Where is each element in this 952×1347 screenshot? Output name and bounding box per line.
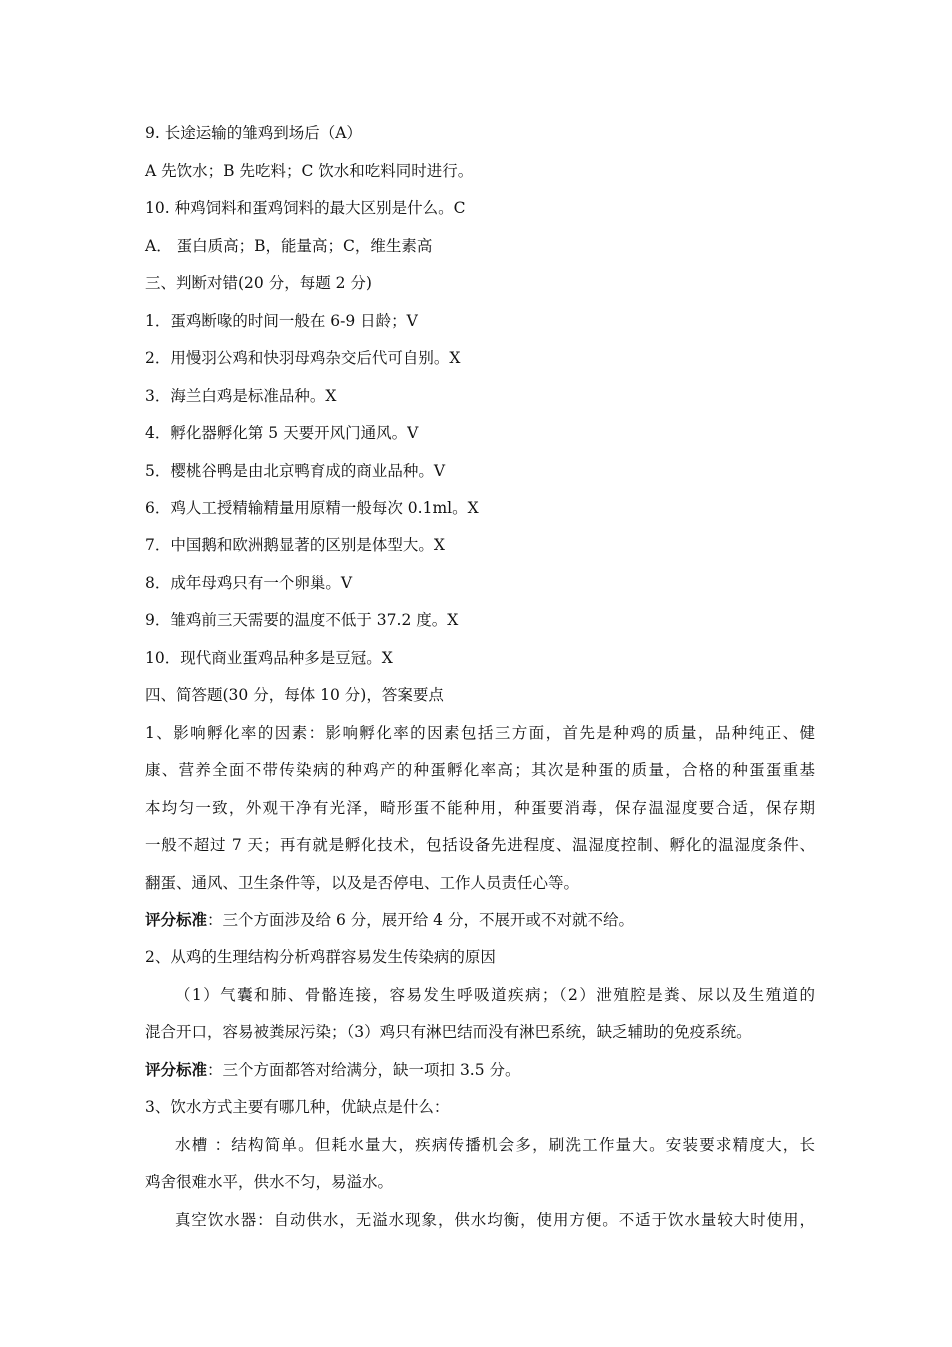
tf-item: 7．中国鹅和欧洲鹅显著的区别是体型大。X: [145, 536, 445, 554]
scoring-text: ：三个方面涉及给 6 分，展开给 4 分，不展开或不对就不给。: [207, 911, 634, 929]
answer-3-line: 鸡舍很难水平，供水不匀，易溢水。: [145, 1173, 394, 1191]
scoring-standard-2: [145, 1059, 815, 1081]
question-10: 10. 种鸡饲料和蛋鸡饲料的最大区别是什么。C: [145, 199, 466, 217]
tf-item: 10．现代商业蛋鸡品种多是豆冠。X: [145, 649, 393, 667]
question-3-heading: 3、饮水方式主要有哪几种，优缺点是什么：: [145, 1098, 450, 1116]
scoring-text: ：三个方面都答对给满分，缺一项扣 3.5 分。: [207, 1061, 521, 1079]
tf-item: 2．用慢羽公鸡和快羽母鸡杂交后代可自别。X: [145, 349, 461, 367]
section-heading-short-answer: 四、简答题(30 分，每体 10 分)，答案要点: [145, 686, 444, 704]
answer-2-line: （1）气囊和肺、骨骼连接，容易发生呼吸道疾病；（2）泄殖腔是粪、尿以及生殖道的: [175, 986, 815, 1004]
answer-1-line: 翻蛋、通风、卫生条件等，以及是否停电、工作人员责任心等。: [145, 874, 580, 892]
answer-3-line: 水槽 ：结构简单。但耗水量大，疾病传播机会多，刷洗工作量大。安装要求精度大，长: [175, 1136, 815, 1154]
answer-1-line: 本均匀一致，外观干净有光泽，畸形蛋不能种用，种蛋要消毒，保存温湿度要合适，保存期: [145, 799, 815, 817]
question-9: 9. 长途运输的雏鸡到场后（A）: [145, 124, 362, 142]
question-10-options: A． 蛋白质高；B，能量高；C，维生素高: [145, 237, 433, 255]
answer-1-line: 1、影响孵化率的因素：影响孵化率的因素包括三方面，首先是种鸡的质量，品种纯正、健: [145, 724, 815, 742]
scoring-label: 评分标准: [145, 910, 208, 929]
question-2-heading: 2、从鸡的生理结构分析鸡群容易发生传染病的原因: [145, 948, 496, 966]
tf-item: 3．海兰白鸡是标准品种。X: [145, 387, 337, 405]
question-9-options: A 先饮水；B 先吃料；C 饮水和吃料同时进行。: [145, 162, 474, 180]
section-heading-true-false: 三、判断对错(20 分，每题 2 分): [145, 274, 372, 292]
answer-1-line: 康、营养全面不带传染病的种鸡产的种蛋孵化率高；其次是种蛋的质量，合格的种蛋蛋重基: [145, 761, 815, 779]
answer-1-line: 一般不超过 7 天；再有就是孵化技术，包括设备先进程度、温湿度控制、孵化的温湿度条件、: [145, 836, 815, 854]
tf-item: 5．樱桃谷鸭是由北京鸭育成的商业品种。V: [145, 462, 446, 480]
tf-item: 8．成年母鸡只有一个卵巢。V: [145, 574, 353, 592]
tf-item: 9．雏鸡前三天需要的温度不低于 37.2 度。X: [145, 611, 459, 629]
scoring-label: 评分标准: [145, 1060, 208, 1079]
scoring-standard-1: [145, 909, 815, 931]
answer-3-line: 真空饮水器：自动供水，无溢水现象，供水均衡，使用方便。不适于饮水量较大时使用，: [175, 1211, 815, 1229]
answer-2-line: 混合开口，容易被粪尿污染；（3）鸡只有淋巴结而没有淋巴系统，缺乏辅助的免疫系统。: [145, 1023, 752, 1041]
tf-item: 1．蛋鸡断喙的时间一般在 6-9 日龄；V: [145, 312, 418, 330]
tf-item: 4．孵化器孵化第 5 天要开风门通风。V: [145, 424, 419, 442]
tf-item: 6．鸡人工授精输精量用原精一般每次 0.1ml。X: [145, 499, 479, 517]
